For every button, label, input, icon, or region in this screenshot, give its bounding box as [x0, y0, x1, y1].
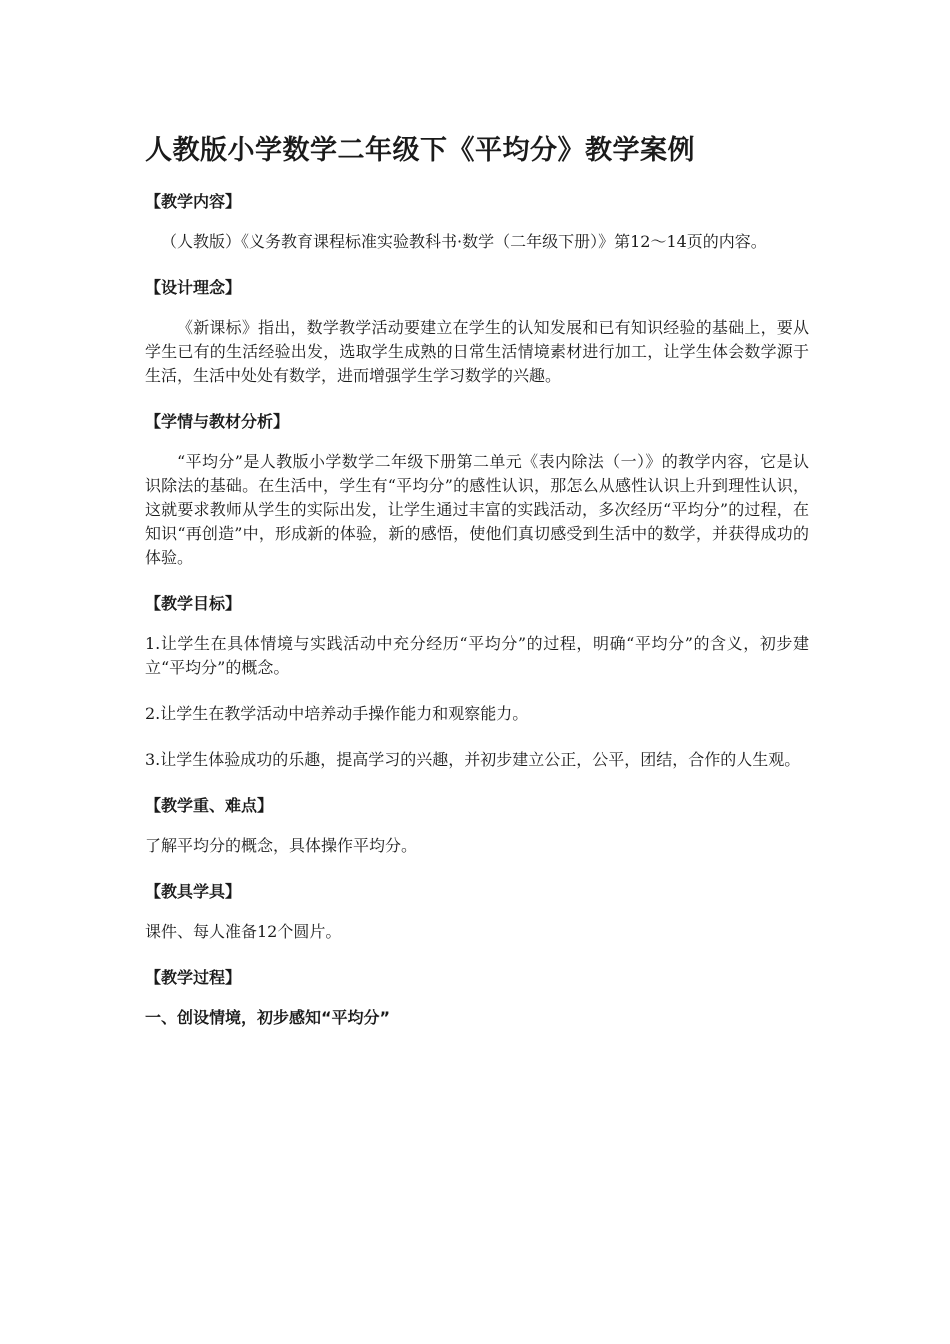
section-text-concept: 《新课标》指出，数学教学活动要建立在学生的认知发展和已有知识经验的基础上，要从学生已有的生活经验出发，选取学生成熟的日常生活情境素材进行加工，让学生体会数学源于生活，生活中处处有数学，进而增强学生学习数学的兴趣。	[145, 318, 809, 385]
goal-item: 1.让学生在具体情境与实践活动中充分经历“平均分”的过程，明确“平均分”的含义，初步建立“平均分”的概念。	[145, 634, 809, 677]
section-heading-keypoints: 【教学重、难点】	[145, 796, 274, 815]
document-title: 人教版小学数学二年级下《平均分》教学案例	[145, 135, 695, 166]
section-heading-concept: 【设计理念】	[145, 278, 242, 297]
section-heading-goals: 【教学目标】	[145, 594, 242, 613]
section-heading-process: 【教学过程】	[145, 968, 242, 987]
section-text-content: （人教版）《义务教育课程标准实验教科书·数学（二年级下册）》第12～14页的内容。	[161, 232, 767, 251]
section-heading-tools: 【教具学具】	[145, 882, 242, 901]
section-heading-analysis: 【学情与教材分析】	[145, 412, 290, 431]
section-text-analysis: “平均分”是人教版小学数学二年级下册第二单元《表内除法（一）》的教学内容，它是认识除法的基础。在生活中，学生有“平均分”的感性认识，那怎么从感性认识上升到理性认识，这就要求教师从学生的实际出发，让学生通过丰富的实践活动，多次经历“平均分”的过程，在知识“再创造”中，形成新的体验，新的感悟，使他们真切感受到生活中的数学，并获得成功的体验。	[145, 452, 809, 567]
section-text-tools: 课件、每人准备12个圆片。	[145, 922, 342, 941]
goal-item: 2.让学生在教学活动中培养动手操作能力和观察能力。	[145, 704, 529, 723]
document-page	[145, 128, 809, 1046]
section-text-keypoints: 了解平均分的概念，具体操作平均分。	[145, 836, 418, 855]
step-heading: 一、创设情境，初步感知“平均分”	[145, 1008, 391, 1027]
section-heading-content: 【教学内容】	[145, 192, 242, 211]
goal-item: 3.让学生体验成功的乐趣，提高学习的兴趣，并初步建立公正，公平，团结，合作的人生观。	[145, 750, 801, 769]
